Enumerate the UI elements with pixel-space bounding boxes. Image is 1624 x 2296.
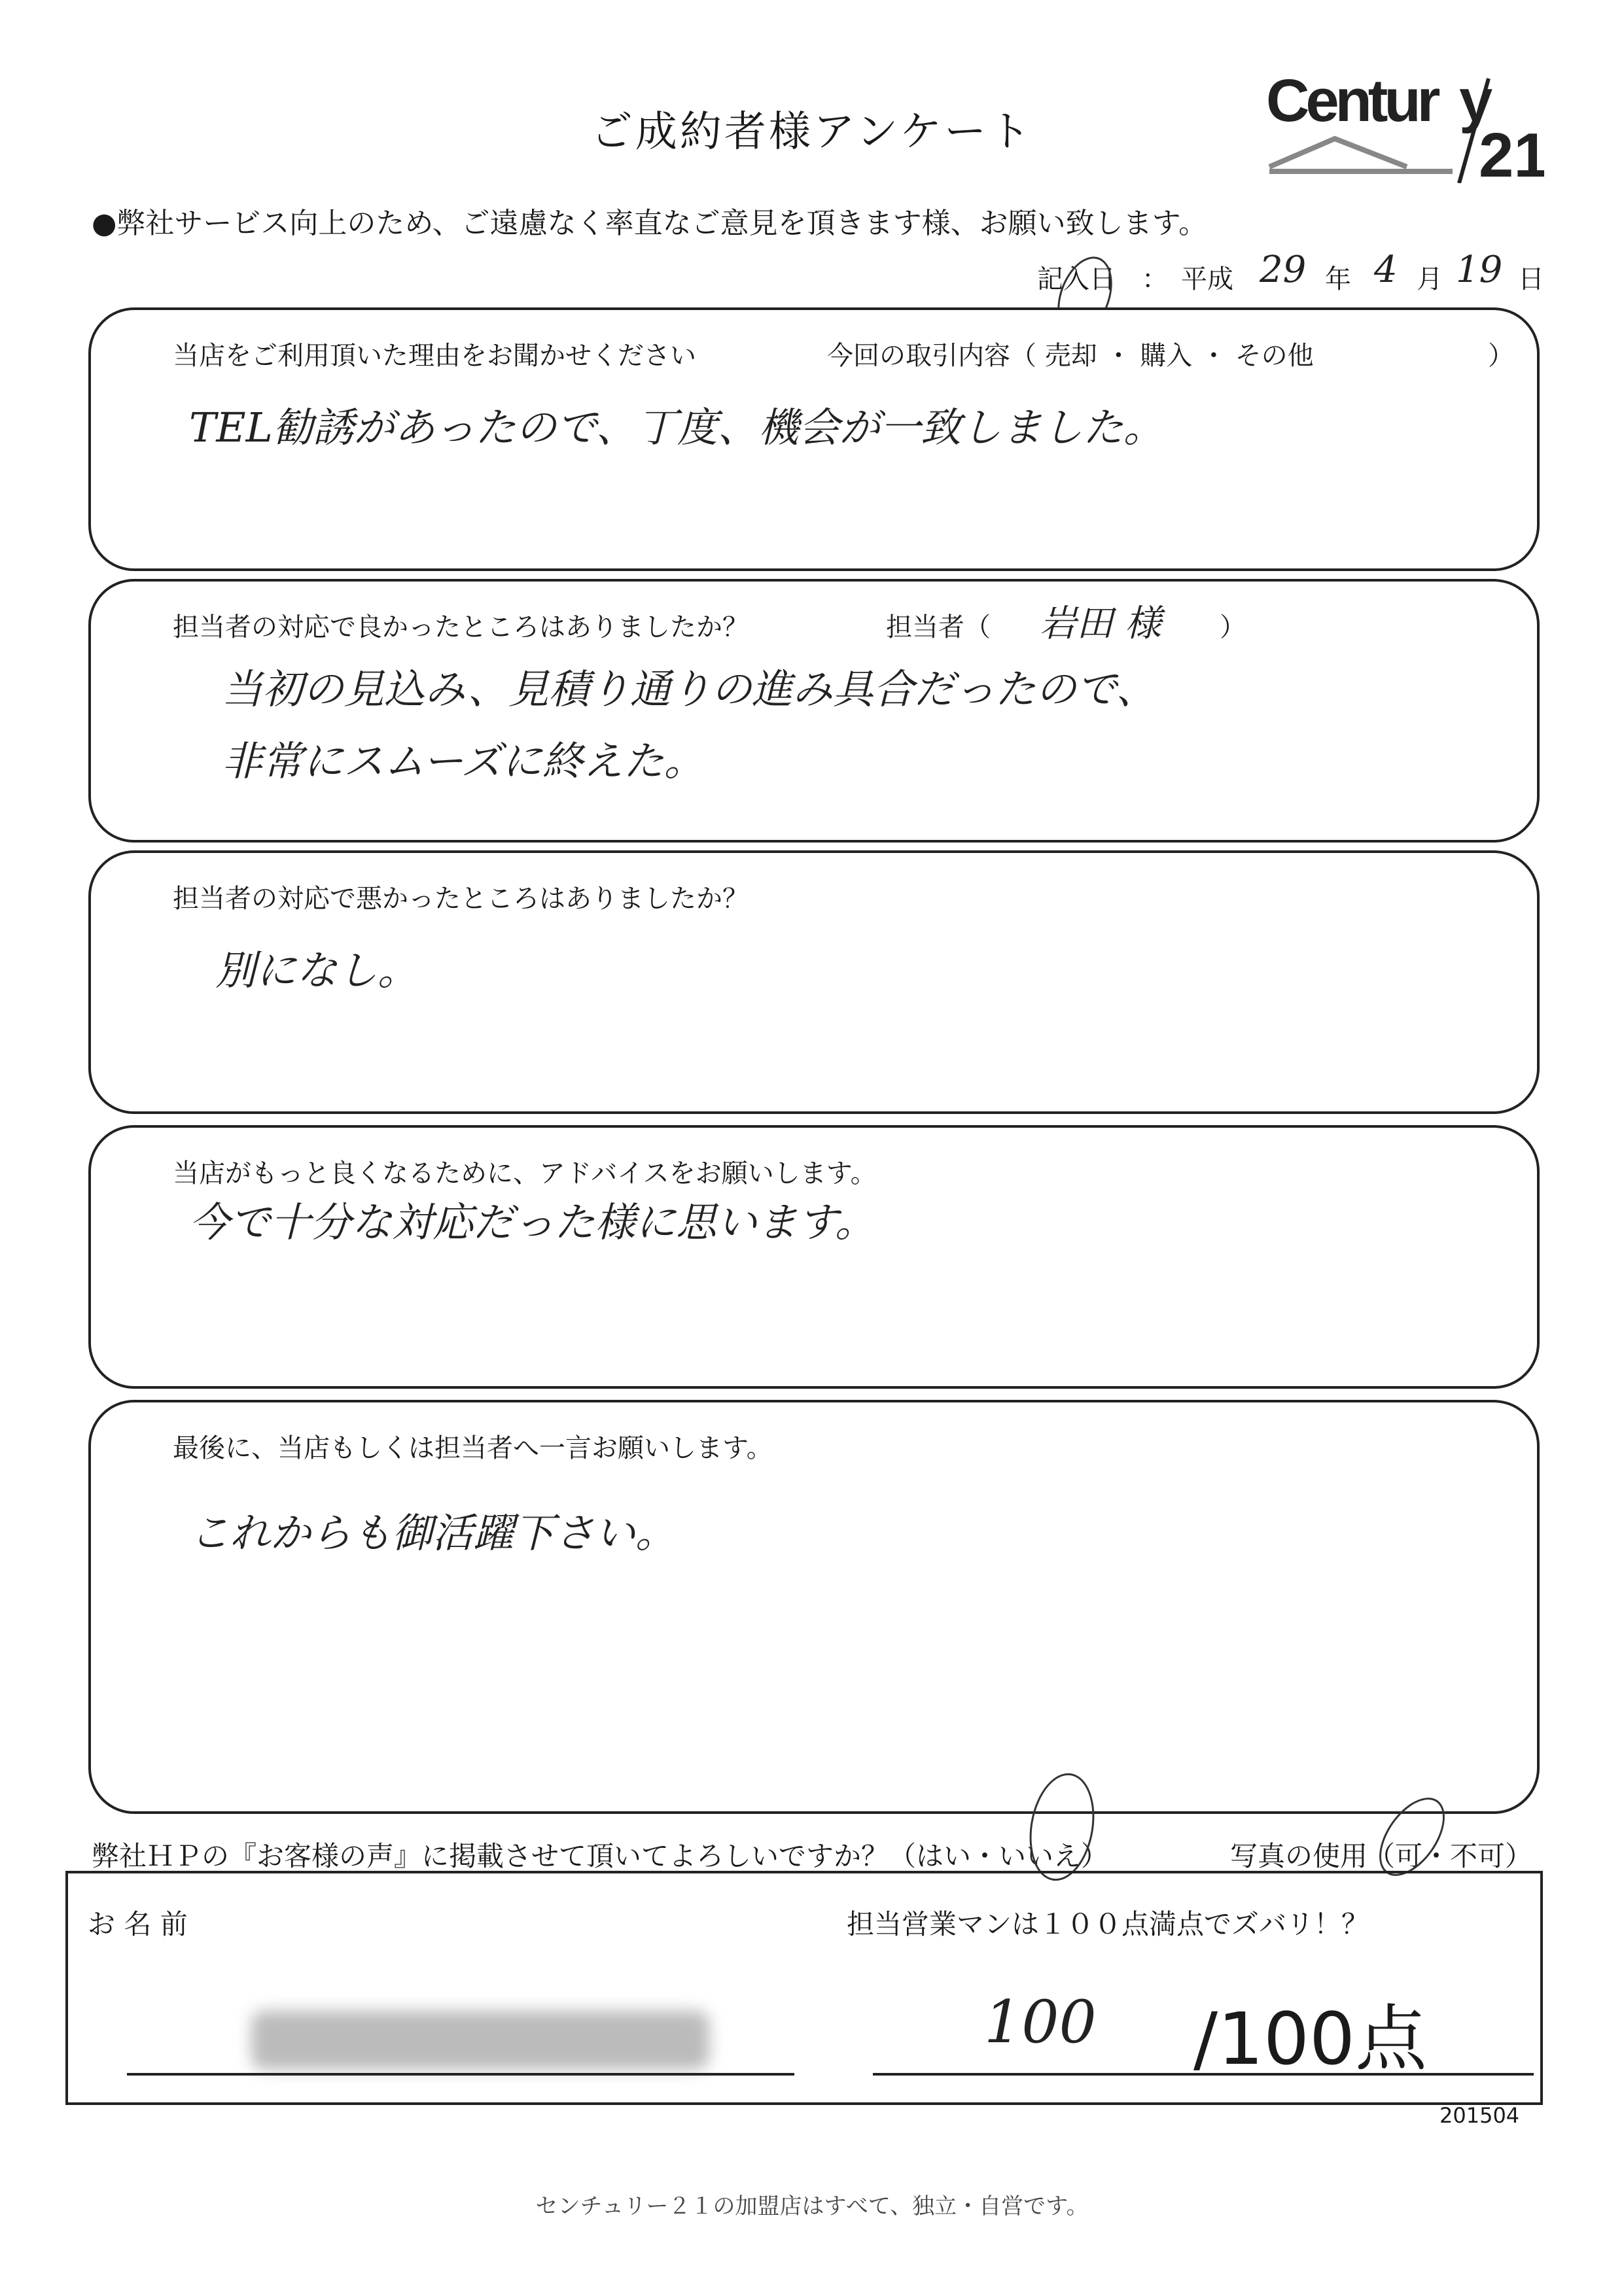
staff-close: ） xyxy=(1220,612,1246,642)
score-value: 100 xyxy=(984,1988,1097,2057)
question-box-message xyxy=(88,1400,1540,1814)
footer-note: センチュリー２１の加盟店はすべて、独立・自営です。 xyxy=(535,2193,1089,2219)
question-message: 最後に、当店もしくは担当者へ一言お願いします。 xyxy=(173,1433,773,1463)
entry-date xyxy=(1037,249,1561,304)
answer-good-line1: 当初の見込み、見積り通りの進み具合だったので、 xyxy=(222,665,1157,713)
date-colon: ： xyxy=(1142,264,1168,294)
publish-consent: 弊社ＨＰの『お客様の声』に掲載させて頂いてよろしいですか？（はい・いいえ） xyxy=(92,1840,1109,1872)
date-year: 29 xyxy=(1260,249,1307,291)
svg-text:Centur: Centur xyxy=(1266,67,1437,134)
answer-good-line2: 非常にスムーズに終えた。 xyxy=(222,737,705,785)
staff-label: 担当者（ xyxy=(886,612,991,642)
score-max: /100点 xyxy=(1193,1997,1428,2081)
question-box-bad xyxy=(88,850,1540,1114)
date-day-unit: 日 xyxy=(1518,264,1544,294)
staff-name: 岩田 様 xyxy=(1040,602,1161,645)
signature-box xyxy=(65,1871,1543,2105)
date-month: 4 xyxy=(1374,249,1398,291)
date-label: 記入日 xyxy=(1037,264,1116,294)
answer-advice: 今で十分な対応だった様に思います。 xyxy=(189,1198,876,1246)
redacted-name xyxy=(251,2011,709,2070)
name-label: お 名 前 xyxy=(88,1908,188,1940)
date-era: 平成 xyxy=(1181,264,1233,294)
page-title: ご成約者様アンケート xyxy=(590,108,1034,156)
question-box-advice xyxy=(88,1125,1540,1389)
answer-reason: TEL勧誘があったので、丁度、機会が一致しました。 xyxy=(189,404,1164,451)
date-year-unit: 年 xyxy=(1325,264,1351,294)
century21-logo xyxy=(1263,52,1544,183)
question-box-good xyxy=(88,579,1540,843)
svg-text:y: y xyxy=(1459,67,1493,134)
question-box-reason xyxy=(88,307,1540,571)
question-bad: 担当者の対応で悪かったところはありましたか？ xyxy=(173,884,749,914)
intro-text: ●弊社サービス向上のため、ご遠慮なく率直なご意見を頂きます様、お願い致します。 xyxy=(92,207,1208,240)
answer-message: これからも御活躍下さい。 xyxy=(189,1509,677,1557)
name-line xyxy=(127,2073,794,2076)
question-reason: 当店をご利用頂いた理由をお聞かせください xyxy=(173,341,696,371)
score-label: 担当営業マンは１００点満点でズバリ！？ xyxy=(847,1908,1369,1940)
svg-text:21: 21 xyxy=(1479,120,1544,183)
photo-consent: 写真の使用（可・不可） xyxy=(1230,1840,1533,1872)
score-line xyxy=(873,2073,1534,2076)
date-day: 19 xyxy=(1456,249,1503,291)
document-code: 201504 xyxy=(1439,2103,1520,2128)
deal-type-close: ） xyxy=(1488,341,1514,371)
question-good: 担当者の対応で良かったところはありましたか？ xyxy=(173,612,749,642)
deal-type: 今回の取引内容（ 売却 ・ 購入 ・ その他 xyxy=(827,341,1314,371)
date-month-unit: 月 xyxy=(1417,264,1443,294)
question-advice: 当店がもっと良くなるために、アドバイスをお願いします。 xyxy=(173,1158,877,1189)
answer-bad: 別になし。 xyxy=(215,947,419,994)
